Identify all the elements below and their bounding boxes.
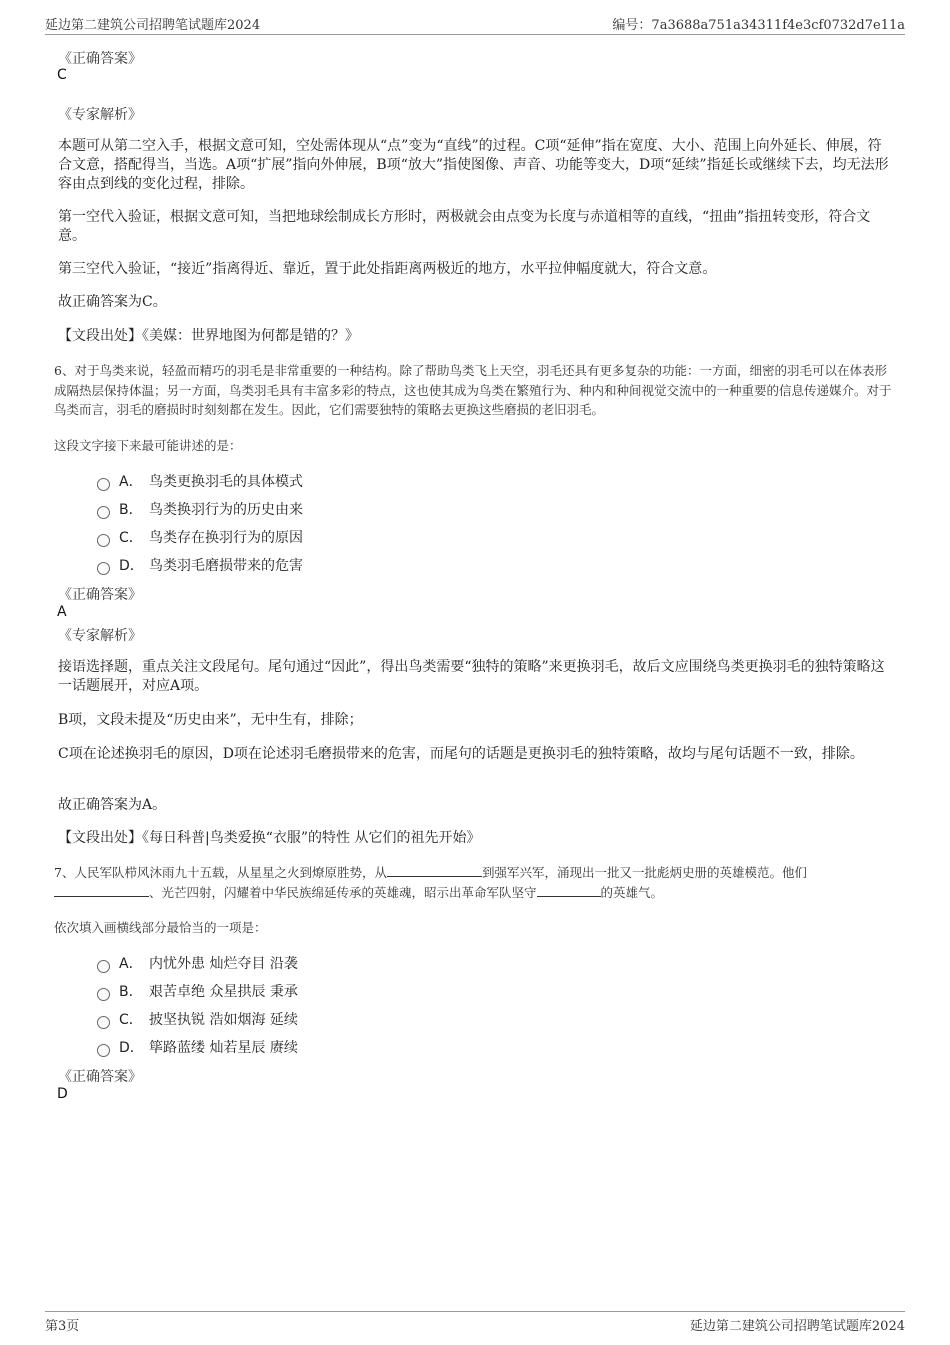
prev-analysis-p1: 本题可从第二空入手，根据文意可知，空处需体现从“点”变为“直线”的过程。C项“延伸”指在宽度、大小、范围上向外延长、伸展，符合文意，搭配得当，当选。A项“扩展”指向外伸展，B项“放大”指使图像、声音、功能等变大，D项“延续”指延长或继续下去，均无法形容由点到线的变化过程，排除。 bbox=[58, 138, 889, 192]
blank-2 bbox=[54, 884, 149, 897]
q6-analysis-p2: B项，文段未提及“历史由来”，无中生有，排除； bbox=[58, 712, 363, 728]
q7-option-d[interactable] bbox=[97, 1037, 298, 1057]
option-letter: B． bbox=[119, 984, 143, 1000]
radio-icon[interactable] bbox=[97, 562, 110, 575]
q7-option-a[interactable] bbox=[97, 953, 298, 973]
option-letter: C． bbox=[119, 530, 143, 546]
radio-icon[interactable] bbox=[97, 534, 110, 547]
footer-title: 延边第二建筑公司招聘笔试题库2024 bbox=[689, 1319, 905, 1334]
q6-option-b[interactable] bbox=[97, 499, 303, 519]
q7-text-3: 、光芒四射，闪耀着中华民族绵延传承的英雄魂，昭示出革命军队坚守 bbox=[149, 884, 537, 900]
option-text: 鸟类换羽行为的历史由来 bbox=[149, 502, 303, 518]
prev-analysis-p2: 第一空代入验证，根据文意可知，当把地球绘制成长方形时，两极就会由点变为长度与赤道相等的直线，“扭曲”指扭转变形，符合文意。 bbox=[58, 209, 871, 244]
option-text: 鸟类羽毛磨损带来的危害 bbox=[149, 558, 303, 574]
q6-analysis-label: 《专家解析》 bbox=[58, 628, 142, 644]
q7-text-4: 的英雄气。 bbox=[600, 884, 664, 900]
radio-icon[interactable] bbox=[97, 1016, 110, 1029]
q7-option-c[interactable] bbox=[97, 1009, 298, 1029]
q6-prompt: 这段文字接下来最可能讲述的是： bbox=[54, 438, 242, 453]
radio-icon[interactable] bbox=[97, 988, 110, 1001]
q7-prompt: 依次填入画横线部分最恰当的一项是： bbox=[54, 920, 267, 935]
prev-analysis-p4: 故正确答案为C。 bbox=[58, 294, 167, 310]
option-text: 筚路蓝缕 灿若星辰 赓续 bbox=[149, 1040, 298, 1056]
radio-icon[interactable] bbox=[97, 478, 110, 491]
q6-source: 【文段出处】《每日科普|鸟类爱换“衣服”的特性 从它们的祖先开始》 bbox=[58, 830, 481, 846]
option-text: 披坚执锐 浩如烟海 延续 bbox=[149, 1012, 298, 1028]
q6-answer: A bbox=[57, 604, 67, 620]
prev-answer: C bbox=[57, 67, 67, 83]
blank-3 bbox=[537, 884, 601, 897]
q6-text: 6、对于鸟类来说，轻盈而精巧的羽毛是非常重要的一种结构。除了帮助鸟类飞上天空，羽毛还具有更多复杂的功能：一方面，细密的羽毛可以在体表形成隔热层保持体温；另一方面，鸟类羽毛具有丰富多彩的特点，这也使其成为鸟类在繁殖行为、种内和种间视觉交流中的一种重要的信息传递媒介。对于鸟类而言，羽毛的磨损时时刻刻都在发生。因此，它们需要独特的策略去更换这些磨损的老旧羽毛。 bbox=[54, 363, 892, 417]
prev-answer-label: 《正确答案》 bbox=[58, 51, 142, 67]
q6-analysis-p4: 故正确答案为A。 bbox=[58, 797, 167, 813]
option-letter: A． bbox=[119, 474, 143, 490]
header-code: 编号：7a3688a751a34311f4e3cf0732d7e11a bbox=[612, 18, 905, 33]
page-footer bbox=[45, 1311, 905, 1338]
blank-1 bbox=[387, 864, 482, 877]
q6-answer-label: 《正确答案》 bbox=[58, 587, 142, 603]
page-header bbox=[45, 12, 905, 35]
q7-answer: D bbox=[57, 1086, 68, 1102]
radio-icon[interactable] bbox=[97, 506, 110, 519]
q7-text-2: 到强军兴军，涌现出一批又一批彪炳史册的英雄模范。他们 bbox=[481, 865, 807, 880]
q7-answer-label: 《正确答案》 bbox=[58, 1069, 142, 1085]
option-letter: C． bbox=[119, 1012, 143, 1028]
radio-icon[interactable] bbox=[97, 960, 110, 973]
q7-text-1: 7、人民军队栉风沐雨九十五载，从星星之火到燎原胜势，从 bbox=[54, 865, 387, 880]
q6-option-a[interactable] bbox=[97, 471, 303, 491]
footer-page-number: 第3页 bbox=[45, 1319, 80, 1334]
q7-option-b[interactable] bbox=[97, 981, 298, 1001]
q6-analysis-p1: 接语选择题，重点关注文段尾句。尾句通过“因此”，得出鸟类需要“独特的策略”来更换羽毛，故后文应围绕鸟类更换羽毛的独特策略这一话题展开，对应A项。 bbox=[58, 659, 885, 694]
prev-analysis-p3: 第三空代入验证，“接近”指离得近、靠近，置于此处指距离两极近的地方，水平拉伸幅度就大，符合文意。 bbox=[58, 261, 717, 277]
q6-option-c[interactable] bbox=[97, 527, 303, 547]
radio-icon[interactable] bbox=[97, 1044, 110, 1057]
option-text: 艰苦卓绝 众星拱辰 秉承 bbox=[149, 984, 298, 1000]
header-title: 延边第二建筑公司招聘笔试题库2024 bbox=[45, 18, 261, 33]
option-text: 鸟类存在换羽行为的原因 bbox=[149, 530, 303, 546]
option-letter: D． bbox=[119, 558, 144, 574]
q6-analysis-p3: C项在论述换羽毛的原因，D项在论述羽毛磨损带来的危害，而尾句的话题是更换羽毛的独特策略，故均与尾句话题不一致，排除。 bbox=[58, 746, 864, 762]
option-letter: B． bbox=[119, 502, 143, 518]
prev-source: 【文段出处】《美媒：世界地图为何都是错的？》 bbox=[58, 328, 359, 344]
prev-analysis-label: 《专家解析》 bbox=[58, 107, 142, 123]
option-letter: D． bbox=[119, 1040, 144, 1056]
q6-option-d[interactable] bbox=[97, 555, 303, 575]
option-text: 鸟类更换羽毛的具体模式 bbox=[149, 474, 303, 490]
q7-text bbox=[54, 863, 896, 902]
option-letter: A． bbox=[119, 956, 143, 972]
option-text: 内忧外患 灿烂夺目 沿袭 bbox=[149, 956, 298, 972]
